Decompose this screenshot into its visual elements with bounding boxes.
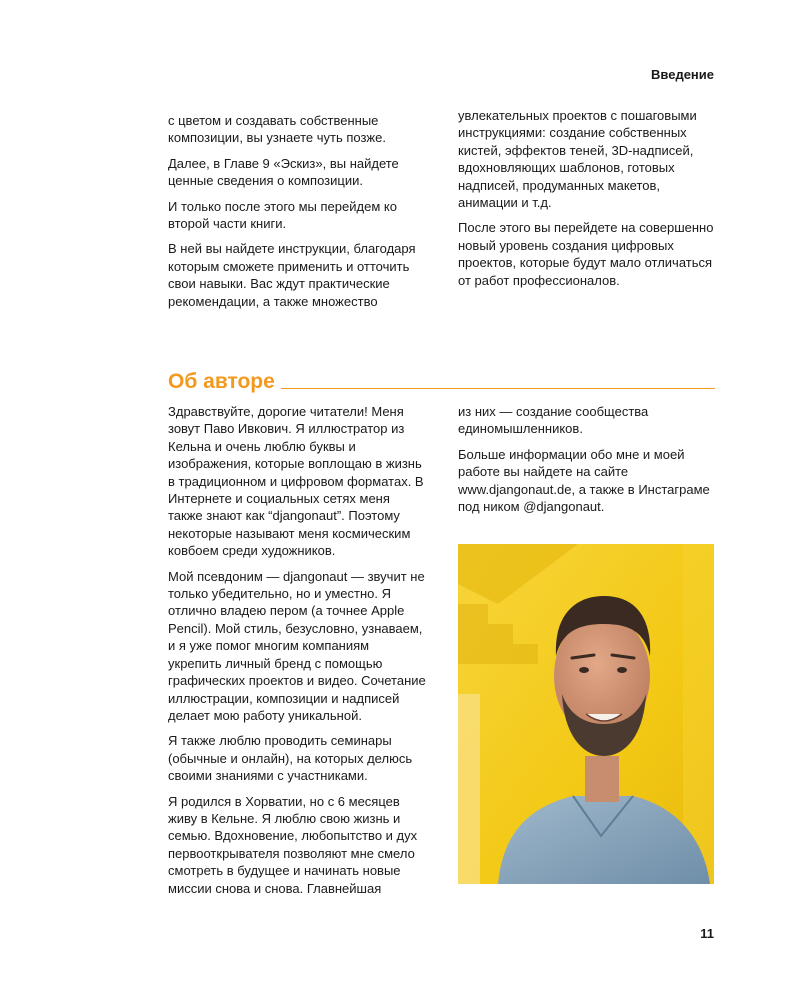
paragraph: с цветом и создавать собственные композиции, вы узнаете чуть позже.: [168, 113, 386, 146]
paragraph: Далее, в Главе 9 «Эскиз», вы найдете ценные сведения о композиции.: [168, 155, 399, 189]
paragraph: Больше информации обо мне и моей работе вы найдете на сайте www.djangonaut.de, а также в Инстаграме под ником @djangonaut.: [458, 446, 710, 515]
page-number: 11: [700, 926, 714, 941]
top-left-column: [168, 112, 426, 318]
paragraph: Я также люблю проводить семинары (обычные и онлайн), на которых делюсь своими знаниями с участниками.: [168, 733, 413, 784]
heading-rule: [281, 388, 715, 389]
about-left-column: [168, 403, 426, 905]
author-photo: [458, 544, 714, 884]
paragraph: из них — создание сообщества единомышленников.: [458, 404, 649, 437]
paragraph: И только после этого мы перейдем ко второй части книги.: [168, 198, 397, 232]
about-right-column: [458, 403, 716, 523]
paragraph: Мой псевдоним — djangonaut — звучит не только убедительно, но и уместно. Я отлично владею пером (а точнее Apple Pencil). Мой стиль, безусловно, узнаваем, и я уже помог многим компаниям укрепить личный бренд с помощью графических проектов и видео. Сочетание иллюстрации, композиции и надписей делает мою работу уникальной.: [168, 568, 426, 723]
paragraph: увлекательных проектов с пошаговыми инструкциями: создание собственных кистей, эффектов теней, 3D-надписей, вдохновляющих шаблонов, готовых надписей, продуманных макетов, анимации и т.д.: [458, 108, 697, 211]
paragraph: В ней вы найдете инструкции, благодаря которым сможете применить и отточить свои навыки. Вас ждут практические рекомендации, а также множество: [168, 241, 416, 309]
running-head: Введение: [651, 67, 714, 82]
top-right-column: [458, 107, 716, 297]
paragraph: Я родился в Хорватии, но с 6 месяцев живу в Кельне. Я люблю свою жизнь и семью. Вдохновение, любопытство и дух первооткрывателя позволяют мне смело смотреть в будущее и начинать новые миссии снова и снова. Главнейшая: [168, 793, 418, 896]
section-title: Об авторе: [168, 370, 275, 393]
paragraph: После этого вы перейдете на совершенно новый уровень создания цифровых проектов, которые будут мало отличаться от работ профессионалов.: [458, 220, 714, 288]
about-section-heading: [168, 370, 715, 394]
paragraph: Здравствуйте, дорогие читатели! Меня зовут Паво Ивкович. Я иллюстратор из Кельна и очень люблю буквы и изображения, которые воплощаю в жизнь в традиционном и цифровом форматах. В Интернете и социальных сетях меня также знают как “djangonaut”. Поэтому некоторые называют меня космическим ковбоем среди художников.: [168, 404, 424, 559]
